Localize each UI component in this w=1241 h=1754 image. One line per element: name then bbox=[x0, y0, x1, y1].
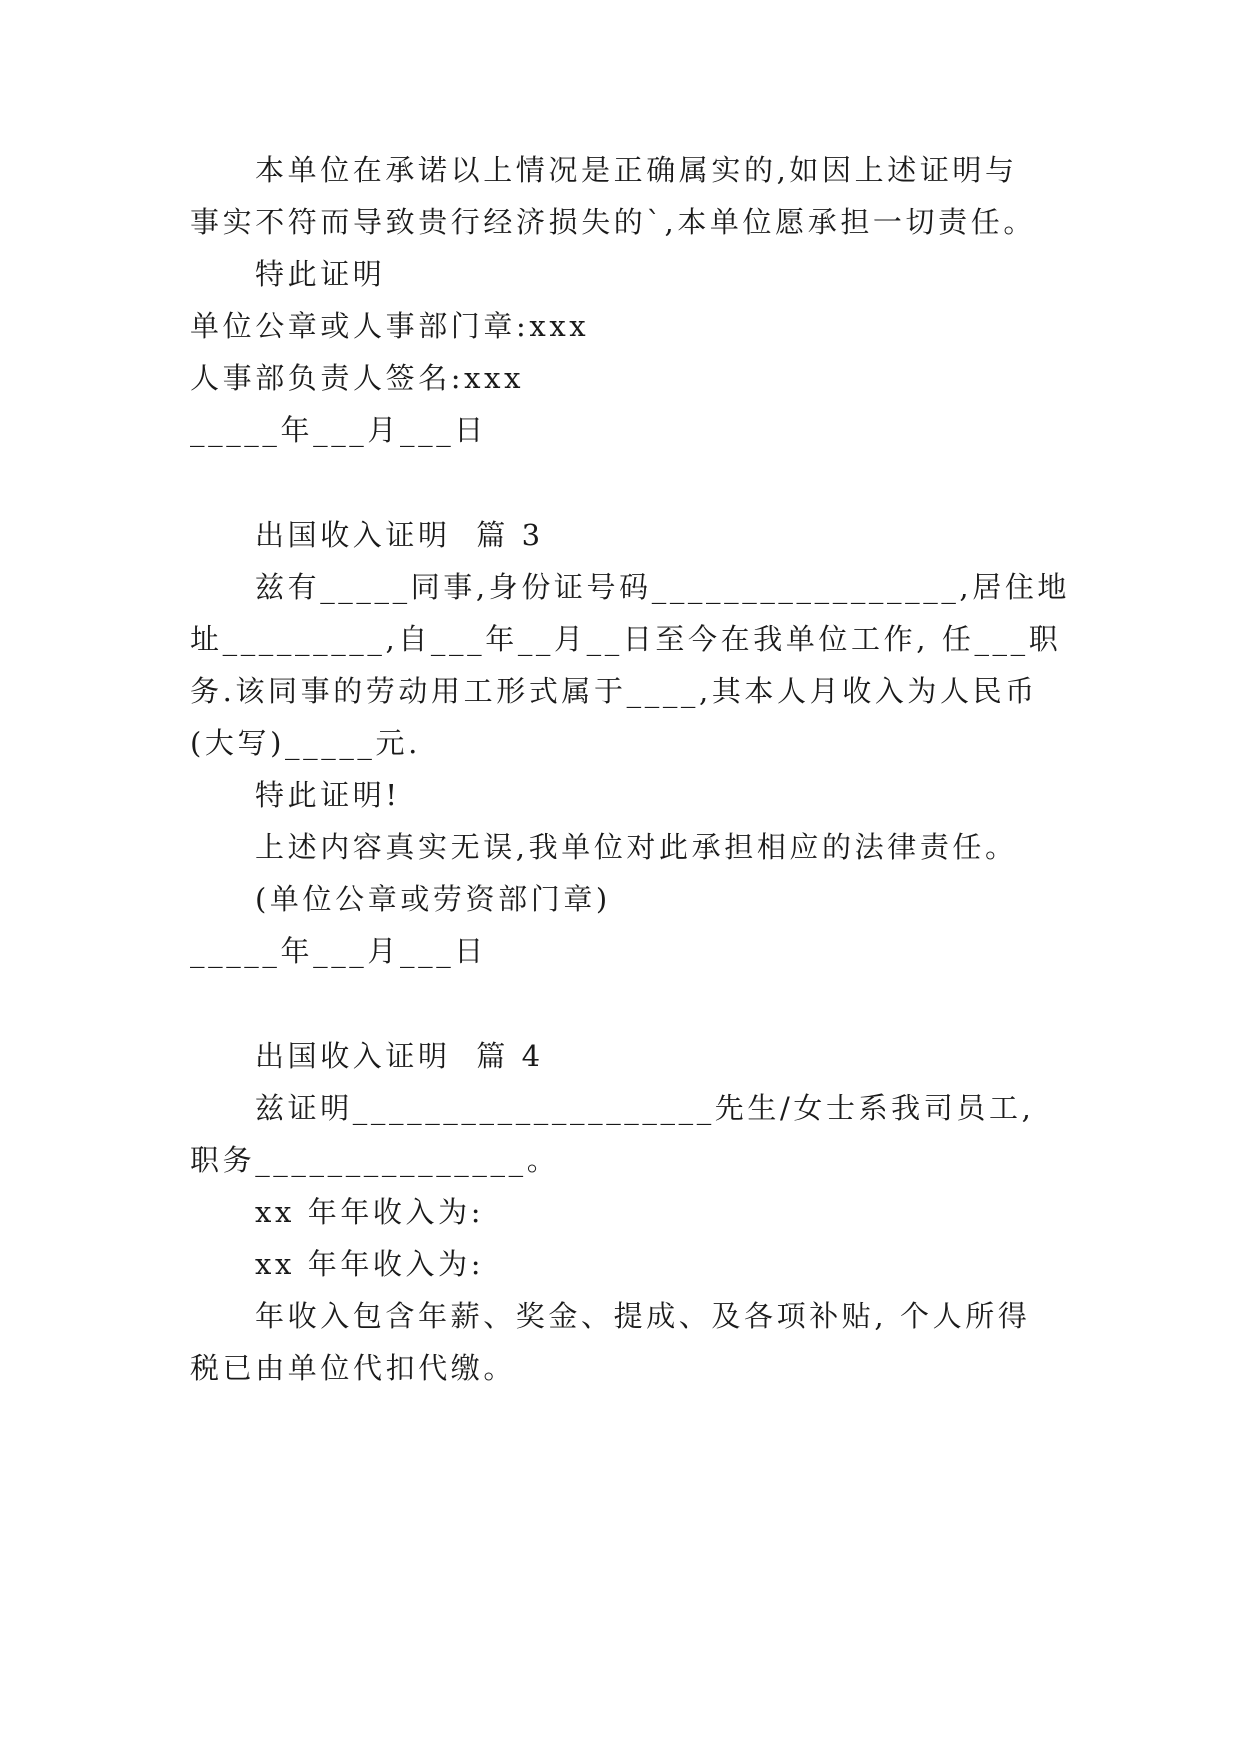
section-3-line-3: 务.该同事的劳动用工形式属于____,其本人月收入为人民币 bbox=[190, 674, 1038, 708]
section-3-line-2: 址_________,自___年__月__日至今在我单位工作, 任___职 bbox=[190, 622, 1062, 656]
section-3-seal: (单位公章或劳资部门章) bbox=[255, 882, 611, 916]
section-3-line-1: 兹有_____同事,身份证号码_________________,居住地 bbox=[255, 570, 1071, 604]
section-4-line-4: 税已由单位代扣代缴。 bbox=[190, 1351, 517, 1385]
commitment-line-1: 本单位在承诺以上情况是正确属实的,如因上述证明与 bbox=[255, 153, 1018, 187]
section-3-statement: 上述内容真实无误,我单位对此承担相应的法律责任。 bbox=[255, 830, 1018, 864]
section-4-income-2: xx 年年收入为: bbox=[255, 1247, 485, 1281]
seal-line: 单位公章或人事部门章:xxx bbox=[190, 309, 590, 343]
closing-text: 特此证明 bbox=[255, 257, 386, 291]
section-4-line-1: 兹证明____________________先生/女士系我司员工, bbox=[255, 1091, 1035, 1125]
section-3-date: _____年___月___日 bbox=[190, 934, 487, 968]
section-3-line-4: (大写)_____元. bbox=[190, 726, 421, 760]
section-3-heading: 出国收入证明 篇 3 bbox=[255, 518, 544, 552]
date-line: _____年___月___日 bbox=[190, 413, 487, 447]
signature-line: 人事部负责人签名:xxx bbox=[190, 361, 525, 395]
section-3-closing: 特此证明! bbox=[255, 778, 401, 812]
commitment-line-2: 事实不符而导致贵行经济损失的`,本单位愿承担一切责任。 bbox=[190, 205, 1036, 239]
section-4-heading: 出国收入证明 篇 4 bbox=[255, 1039, 544, 1073]
section-4-line-2: 职务_______________。 bbox=[190, 1143, 560, 1177]
section-4-income-1: xx 年年收入为: bbox=[255, 1195, 485, 1229]
section-4-line-3: 年收入包含年薪、奖金、提成、及各项补贴, 个人所得 bbox=[255, 1299, 1031, 1333]
